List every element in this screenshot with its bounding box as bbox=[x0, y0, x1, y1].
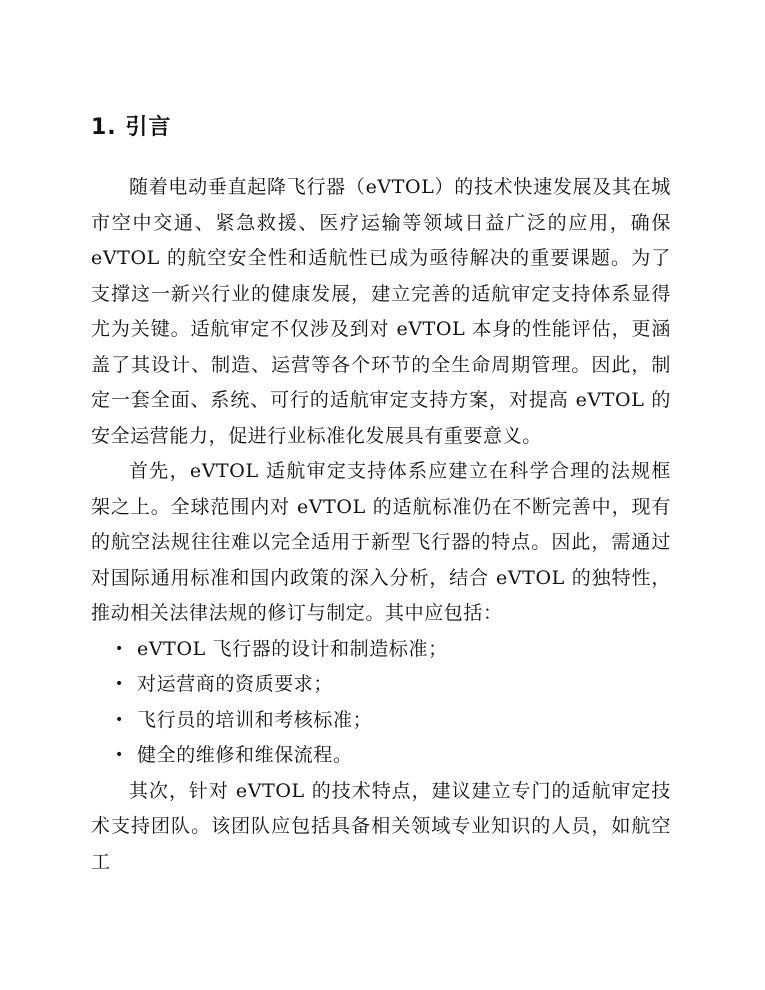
list-item bbox=[91, 667, 671, 703]
bullet-icon: • bbox=[115, 747, 124, 763]
list-item-text: 飞行员的培训和考核标准； bbox=[137, 708, 373, 731]
paragraph-regulation: 首先，eVTOL 适航审定支持体系应建立在科学合理的法规框架之上。全球范围内对 eVTOL 的适航标准仍在不断完善中，现有的航空法规往往难以完全适用于新型飞行器的特点。因此，需通过对国际通用标准和国内政策的深入分析，结合 eVTOL 的独特性，推动相关法律法规的修订与制定。其中应包括： bbox=[91, 460, 671, 624]
bullet-icon: • bbox=[115, 640, 124, 657]
list-item-text: 对运营商的资质要求； bbox=[137, 673, 334, 695]
body-text bbox=[91, 170, 671, 880]
list-item bbox=[91, 703, 671, 739]
section-heading: 1. 引言 bbox=[91, 115, 172, 140]
paragraph-technical-team: 其次，针对 eVTOL 的技术特点，建议建立专门的适航审定技术支持团队。该团队应包括具备相关领域专业知识的人员，如航空工 bbox=[91, 779, 671, 873]
list-item bbox=[91, 738, 671, 774]
bullet-icon: • bbox=[115, 676, 124, 692]
list-item bbox=[91, 632, 671, 668]
bullet-icon: • bbox=[115, 711, 124, 728]
list-item-text: eVTOL 飞行器的设计和制造标准； bbox=[137, 637, 448, 660]
paragraph-intro: 随着电动垂直起降飞行器（eVTOL）的技术快速发展及其在城市空中交通、紧急救援、医疗运输等领域日益广泛的应用，确保eVTOL 的航空安全性和适航性已成为亟待解决的重要课题。为了支撑这一新兴行业的健康发展，建立完善的适航审定支持体系显得尤为关键。适航审定不仅涉及到对 eVTOL 本身的性能评估，更涵盖了其设计、制造、运营等各个环节的全生命周期管理。因此，制定一套全面、系统、可行的适航审定支持方案，对提高 eVTOL 的安全运营能力，促进行业标准化发展具有重要意义。 bbox=[91, 176, 671, 447]
requirement-list bbox=[91, 632, 671, 774]
list-item-text: 健全的维修和维保流程。 bbox=[137, 744, 353, 766]
